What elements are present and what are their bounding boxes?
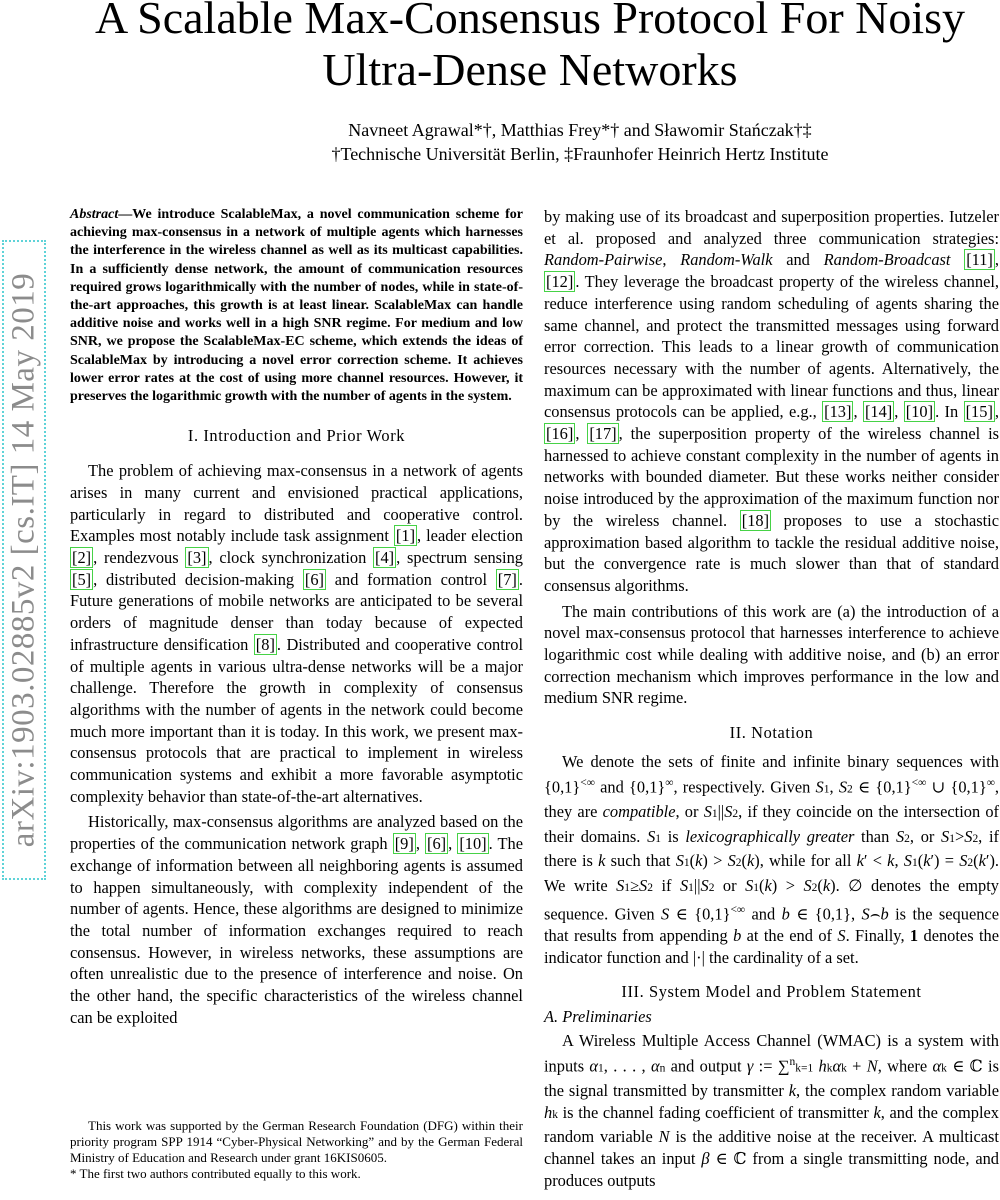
citation-link[interactable]: [4] [375,548,395,568]
section-heading-notation: II. Notation [729,723,814,743]
citation-link[interactable]: [16] [546,424,574,444]
intro-paragraph-3: by making use of its broadcast and superposition properties. Iutzeler et al. proposed and analyzed three communication strategies: Random-Pairwise, Random-Walk and Random-Broadcast [11] , [12] . They leverage the broadcast property of the wireless channel, reduce interference using random scheduling of agents sharing the same channel, and protect the transmitted messages using forward error correction. This leads to a linear growth of communication resources necessary with the number of agents. Alternatively, the maximum can be approximated with linear functions and thus, linear consensus protocols can be applied, e.g., [13] , [14] , [10] . In [15] , [16] , [17] , the superposition property of the wireless channel is harnessed to achieve constant complexity in the number of agents in networks with bounded diameter. But these works neither consider noise introduced by the approximation of the maximum function nor by the wireless channel. [18] proposes to use a stochastic approximation based algorithm to tackle the residual additive noise, but the convergence rate is much slower than that of standard consensus algorithms. [544,207,1000,595]
arxiv-id-text: arXiv:1903.02885v2 [cs.IT] 14 May 2019 [5,272,42,848]
subsection-heading-preliminaries: A. Preliminaries [544,1007,652,1027]
footnotes [70,1118,523,1182]
section-heading-introduction: I. Introduction and Prior Work [187,426,406,446]
citation-link[interactable]: [15] [965,402,993,422]
paper-title: A Scalable Max-Consensus Protocol For Noisy Ultra-Dense Networks [94,0,966,95]
citation-link[interactable]: [9] [394,834,414,854]
citation-link[interactable]: [6] [427,834,447,854]
citation-link[interactable]: [18] [741,510,770,530]
left-column [70,206,523,1029]
footnote-funding: This work was supported by the German Research Foundation (DFG) within their priority program SPP 1914 “Cyber-Physical Networking” and by the German Federal Ministry of Education and Research under grant 16KIS0605. [70,1118,523,1165]
notation-paragraph: We denote the sets of finite and infinite binary sequences with {0,1}<∞ and {0,1}∞, respectively. Given S1, S2 ∈ {0,1}<∞ ∪ {0,1}∞, they are compatible, or S1||S2, if they coincide on the intersection of their domains. S1 is lexicographically greater than S2, or S1>S2, if there is k such that S1(k) > S2(k), while for all k′ < k, S1(k′) = S2(k′). We write S1≥S2 if S1||S2 or S1(k) > S2(k). ∅ denotes the empty sequence. Given S ∈ {0,1}<∞ and b ∈ {0,1}, S⌢b is the sequence that results from appending b at the end of S. Finally, 1 denotes the indicator function and |·| the cardinality of a set. [544,752,1000,967]
citation-link[interactable]: [14] [864,402,893,422]
citation-link[interactable]: [1] [395,526,416,546]
author-list: Navneet Agrawal*†, Matthias Frey*† and Sławomir Stańczak†‡ [348,120,812,140]
preliminaries-paragraph: A Wireless Multiple Access Channel (WMAC) is a system with inputs α1, . . . , αn and output γ := ∑$^n$k=1 hkαk + N, where αk ∈ ℂ is the signal transmitted by transmitter k, the complex random variable hk is the channel fading coefficient of transmitter k, and the complex random variable N is the additive noise at the receiver. A multicast channel takes an input β ∈ ℂ from a single transmitting node, and produces outputs [544,1031,999,1190]
abstract-label: Abstract [70,207,119,222]
citation-link[interactable]: [6] [304,569,324,589]
footnote-equal-contribution: * The first two authors contributed equally to this work. [70,1166,361,1181]
right-column [544,206,999,1192]
contributions-paragraph: The main contributions of this work are (a) the introduction of a novel max-consensus protocol that harnesses interference to achieve logarithmic cost while dealing with additive noise, and (b) an error correction mechanism which improves performance in the low and medium SNR regime. [544,601,999,708]
intro-paragraph-2: Historically, max-consensus algorithms are analyzed based on the properties of the communication network graph [9] , [6] , [10] . The exchange of information between all neighboring agents is assumed to happen simultaneously, with complexity independent of the number of agents. Hence, these algorithms are designed to minimize the total number of information exchanges required to reach consensus. However, in wireless networks, these assumptions are often unrealistic due to the presence of interference and noise. On the other hand, the specific characteristics of the wireless channel can be exploited [70,812,524,1027]
citation-link[interactable]: [5] [72,569,92,589]
citation-link[interactable]: [10] [905,402,934,422]
abstract-text: —We introduce ScalableMax, a novel communication scheme for achieving max-consensus in a network of multiple agents which harnesses the interference in the wireless channel as well as its multicast capabilities. In a sufficiently dense network, the amount of communication resources required grows logarithmically with the number of nodes, while in state-of-the-art approaches, this growth is at least linear. ScalableMax can handle additive noise and works well in a high SNR regime. For medium and low SNR, we propose the ScalableMax-EC scheme, which extends the ideas of ScalableMax by introducing a novel error correction scheme. It achieves lower error rates at the cost of using more channel resources. However, it preserves the logarithmic growth with the number of agents in the system. [70,207,523,405]
citation-link[interactable]: [7] [497,569,517,589]
arxiv-identifier-stamp[interactable] [2,240,46,880]
citation-link[interactable]: [2] [72,548,92,568]
citation-link[interactable]: [12] [546,272,574,292]
citation-link[interactable]: [8] [255,634,275,654]
intro-paragraph-1: The problem of achieving max-consensus in a network of agents arises in many current and envisioned practical applications, particularly in regard to distributed and cooperative control. Examples most notably include task assignment [1] , leader election [2] , rendezvous [3] , clock synchronization [4] , spectrum sensing [5] , distributed decision-making [6] and formation control [7] . Future generations of mobile networks are anticipated to be several orders of magnitude denser than today because of expected infrastructure densification [8] . Distributed and cooperative control of multiple agents in various ultra-dense networks will be a major challenge. Therefore the growth in complexity of consensus algorithms with the number of agents in the network could become much more important than it is today. In this work, we present max-consensus protocols that are practical to implement in wireless communication systems and exhibit a more favorable asymptotic complexity behavior than state-of-the-art alternatives. [70,461,524,806]
citation-link[interactable]: [10] [459,834,487,854]
abstract [70,206,523,406]
citation-link[interactable]: [11] [966,250,993,270]
citation-link[interactable]: [17] [589,424,617,444]
affiliations: †Technische Universität Berlin, ‡Fraunhofer Heinrich Hertz Institute [331,144,829,164]
citation-link[interactable]: [13] [824,402,852,422]
citation-link[interactable]: [3] [187,548,207,568]
section-heading-system-model: III. System Model and Problem Statement [621,982,922,1002]
